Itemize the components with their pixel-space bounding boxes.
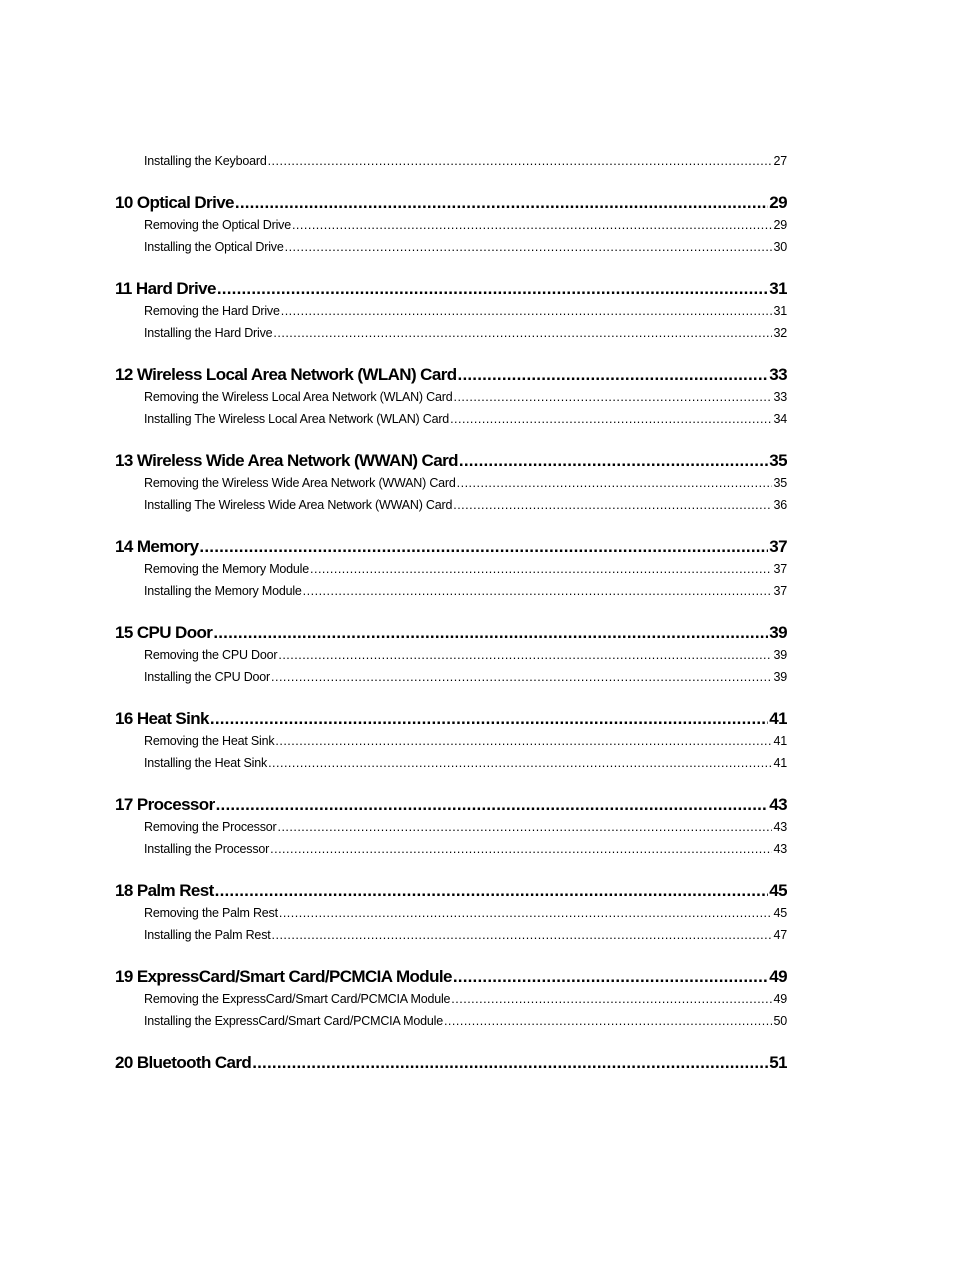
toc-entry-page: 32	[773, 326, 787, 340]
toc-sub-entry[interactable]	[115, 408, 787, 431]
toc-sub-entry[interactable]	[115, 838, 787, 861]
toc-chapter-page: 51	[769, 1052, 787, 1072]
toc-chapter-page: 39	[769, 622, 787, 642]
toc-entry-page: 37	[773, 561, 787, 576]
toc-chapter-entry[interactable]	[115, 536, 787, 558]
toc-entry-page: 50	[773, 1014, 787, 1028]
toc-entry-title: Removing the Wireless Wide Area Network (WWAN) Card	[144, 475, 456, 490]
toc-sub-entry[interactable]	[115, 752, 787, 775]
toc-entry-page: 43	[773, 842, 787, 856]
toc-leader-dots	[285, 236, 773, 259]
toc-leader-dots	[210, 708, 768, 730]
toc-entry-title: Removing the Processor	[144, 819, 277, 834]
toc-sub-entry[interactable]	[115, 236, 787, 259]
toc-entry-page: 49	[773, 991, 787, 1006]
toc-entry-title: Installing The Wireless Wide Area Network (WWAN) Card	[144, 498, 453, 512]
toc-leader-dots	[268, 752, 772, 775]
toc-leader-dots	[458, 364, 769, 386]
toc-entry-title: Removing the Optical Drive	[144, 217, 291, 232]
toc-entry-title: Installing the Heat Sink	[144, 756, 268, 770]
toc-entry-page: 39	[773, 647, 787, 662]
toc-chapter-entry[interactable]	[115, 450, 787, 472]
toc-leader-dots	[303, 580, 773, 603]
toc-leader-dots	[281, 300, 773, 323]
toc-chapter-title: 20 Bluetooth Card	[115, 1052, 252, 1072]
toc-entry-page: 36	[773, 498, 787, 512]
toc-leader-dots	[268, 150, 773, 173]
toc-entry-title: Installing the Processor	[144, 842, 270, 856]
toc-leader-dots	[275, 730, 772, 753]
toc-chapter-entry[interactable]	[115, 192, 787, 214]
toc-chapter-page: 37	[769, 536, 787, 556]
toc-sub-entry[interactable]	[115, 558, 787, 581]
toc-entry-page: 30	[773, 240, 787, 254]
toc-chapter-title: 16 Heat Sink	[115, 708, 209, 728]
toc-sub-entry[interactable]	[115, 494, 787, 517]
toc-chapter-title: 10 Optical Drive	[115, 192, 234, 212]
toc-entry-page: 43	[773, 819, 787, 834]
toc-sub-entry[interactable]	[115, 1010, 787, 1033]
toc-sub-entry[interactable]	[115, 902, 787, 925]
toc-chapter-entry[interactable]	[115, 794, 787, 816]
toc-chapter-page: 31	[769, 278, 787, 298]
toc-chapter-page: 41	[769, 708, 787, 728]
toc-entry-title: Installing the Hard Drive	[144, 326, 273, 340]
toc-entry-title: Removing the Palm Rest	[144, 905, 278, 920]
toc-lead-entry[interactable]	[115, 150, 787, 173]
toc-chapter-entry[interactable]	[115, 278, 787, 300]
toc-entry-page: 45	[773, 905, 787, 920]
toc-leader-dots	[199, 536, 768, 558]
toc-chapters	[115, 192, 787, 1074]
toc-chapter-title: 12 Wireless Local Area Network (WLAN) Card	[115, 364, 457, 384]
toc-leader-dots	[451, 988, 772, 1011]
toc-chapter-page: 35	[769, 450, 787, 470]
toc-leader-dots	[453, 386, 772, 409]
toc-entry-title: Installing the Palm Rest	[144, 928, 271, 942]
toc-entry-page: 29	[773, 217, 787, 232]
toc-chapter-title: 14 Memory	[115, 536, 199, 556]
toc-sub-entry[interactable]	[115, 322, 787, 345]
toc-entry-page: 33	[773, 389, 787, 404]
toc-chapter-page: 43	[769, 794, 787, 814]
toc-chapter-title: 11 Hard Drive	[115, 278, 216, 298]
toc-entry-title: Removing the Heat Sink	[144, 733, 275, 748]
toc-chapter-entry[interactable]	[115, 708, 787, 730]
toc-sub-entry[interactable]	[115, 730, 787, 753]
toc-leader-dots	[273, 322, 772, 345]
toc-entry-page: 41	[773, 756, 787, 770]
toc-leader-dots	[457, 472, 773, 495]
toc-entry-title: Installing The Wireless Local Area Network (WLAN) Card	[144, 412, 450, 426]
toc-leader-dots	[459, 450, 768, 472]
toc-sub-entry[interactable]	[115, 300, 787, 323]
toc-leader-dots	[310, 558, 772, 581]
toc-leader-dots	[292, 214, 773, 237]
toc-leader-dots	[453, 966, 768, 988]
toc-entry-page: 35	[773, 475, 787, 490]
toc-entry-page: 27	[773, 154, 787, 168]
toc-entry-title: Removing the Memory Module	[144, 561, 310, 576]
toc-entry-page: 39	[773, 670, 787, 684]
toc-entry-page: 47	[773, 928, 787, 942]
toc-entry-title: Removing the CPU Door	[144, 647, 278, 662]
toc-chapter-title: 18 Palm Rest	[115, 880, 214, 900]
toc-entry-title: Installing the Optical Drive	[144, 240, 284, 254]
toc-leader-dots	[450, 408, 772, 431]
toc-chapter-page: 33	[769, 364, 787, 384]
toc-chapter-page: 45	[769, 880, 787, 900]
toc-chapter-title: 13 Wireless Wide Area Network (WWAN) Card	[115, 450, 458, 470]
toc-leader-dots	[213, 622, 768, 644]
toc-sub-entry[interactable]	[115, 988, 787, 1011]
toc-leader-dots	[272, 924, 773, 947]
toc-leader-dots	[453, 494, 772, 517]
toc-sub-entry[interactable]	[115, 386, 787, 409]
toc-sub-entry[interactable]	[115, 214, 787, 237]
toc-sub-entry[interactable]	[115, 580, 787, 603]
toc-leader-dots	[215, 880, 769, 902]
toc-entry-page: 41	[773, 733, 787, 748]
toc-leader-dots	[217, 278, 768, 300]
toc-chapter-entry[interactable]	[115, 966, 787, 988]
toc-leader-dots	[279, 902, 773, 925]
toc-leader-dots	[278, 644, 772, 667]
toc-entry-title: Removing the Hard Drive	[144, 303, 280, 318]
toc-chapter-title: 19 ExpressCard/Smart Card/PCMCIA Module	[115, 966, 452, 986]
toc-entry-title: Installing the ExpressCard/Smart Card/PCMCIA Module	[144, 1014, 443, 1028]
toc-entry-title: Removing the ExpressCard/Smart Card/PCMCIA Module	[144, 991, 451, 1006]
toc-leader-dots	[277, 816, 772, 839]
toc-entry-page: 34	[773, 412, 787, 426]
toc-leader-dots	[235, 192, 768, 214]
toc-chapter-entry[interactable]	[115, 880, 787, 902]
toc-sub-entry[interactable]	[115, 644, 787, 667]
table-of-contents	[115, 150, 787, 1074]
toc-chapter-entry[interactable]	[115, 1052, 787, 1074]
toc-leader-dots	[270, 838, 772, 861]
toc-entry-title: Installing the Memory Module	[144, 584, 302, 598]
toc-chapter-page: 29	[769, 192, 787, 212]
toc-chapter-page: 49	[769, 966, 787, 986]
toc-leader-dots	[216, 794, 769, 816]
toc-entry-page: 31	[773, 303, 787, 318]
toc-sub-entry[interactable]	[115, 666, 787, 689]
toc-chapter-title: 15 CPU Door	[115, 622, 213, 642]
toc-entry-title: Removing the Wireless Local Area Network (WLAN) Card	[144, 389, 453, 404]
toc-chapter-title: 17 Processor	[115, 794, 215, 814]
toc-entry-title: Installing the Keyboard	[144, 154, 267, 168]
toc-chapter-entry[interactable]	[115, 622, 787, 644]
toc-sub-entry[interactable]	[115, 472, 787, 495]
toc-leader-dots	[271, 666, 772, 689]
toc-entry-title: Installing the CPU Door	[144, 670, 271, 684]
toc-leader-dots	[252, 1052, 768, 1074]
toc-entry-page: 37	[773, 584, 787, 598]
toc-sub-entry[interactable]	[115, 816, 787, 839]
toc-sub-entry[interactable]	[115, 924, 787, 947]
toc-leader-dots	[444, 1010, 773, 1033]
toc-chapter-entry[interactable]	[115, 364, 787, 386]
